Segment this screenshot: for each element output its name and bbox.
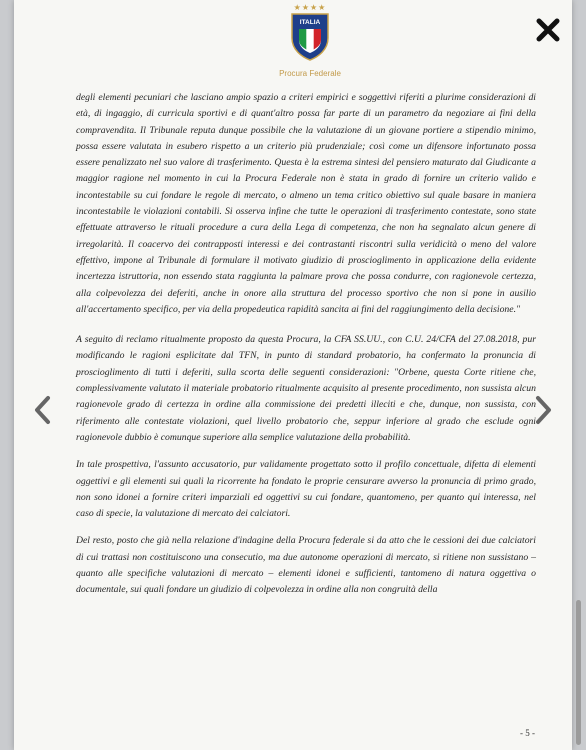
- document-body: [76, 90, 536, 610]
- paragraph-3: In tale prospettiva, l'assunto accusatorio, pur validamente progettato sotto il profilo concettuale, difetta di elementi oggettivi e gli elementi sui quali la ricorrente ha fondato le proprie censurare avverso la pronuncia di primo grado, non sono idonei a fornire criteri imparziali ed oggettivi su cui fondare, quantomeno, per quanto qui interessa, nel caso di specie, la valutazione di mercato dei calciatori.: [76, 459, 536, 520]
- chevron-left-icon: [28, 392, 58, 428]
- close-icon: [532, 14, 564, 46]
- crest-text: ITALIA: [299, 19, 321, 26]
- backdrop-left: [0, 0, 14, 750]
- italia-crest-icon: [290, 12, 330, 62]
- header-logo: [270, 4, 350, 78]
- close-button[interactable]: [532, 14, 564, 46]
- paragraph-1: degli elementi pecuniari che lasciano ampio spazio a criteri empirici e soggettivi riferiti a plurime considerazioni di età, di ingaggio, di curricula sportivi e di quant'altro possa far parte di un parametro da negoziare ai fini della compravendita. Il Tribunale reputa dunque possibile che la valutazione di un giovane portiere a stipendio minimo, possa essere valutata in esubero rispetto a un criterio più prudenziale; così come un difensore infortunato possa essere penalizzato nel suo valore di trasferimento. Questa è la estrema sintesi del pensiero maturato dal Giudicante a maggior ragione nel momento in cui la Procura Federale non è stata in grado di fornire un criterio valido e incontestabile su cui fondare le regole di mercato, o almeno un tema critico obiettivo sul quale basare in maniera incontestabile le violazioni contabili. Si osserva infine che tutte le operazioni di trasferimento contestate, sono state effettuate attraverso le rituali procedure a cura della Lega di competenza, che non ha segnalato alcun genere di irregolarità. Il coacervo dei contrapposti interessi e dei contrastanti riscontri sulla veridicità o meno del valore effettivo, impone al Tribunale di formulare il motivato giudizio di proscioglimento in applicazione della evidente incertezza istruttoria, non essendo stata raggiunta la palmare prova che possa condurre, con ragionevole certezza, alla colpevolezza dei deferiti, anche in onore alla struttura del processo sportivo che non si pone in ausilio all'accertamento specifico, per via della propedeutica rapidità sancita ai fini del raggiungimento della decisione.": [76, 92, 536, 315]
- paragraph-2: A seguito di reclamo ritualmente proposto da questa Procura, la CFA SS.UU., con C.U. 24/CFA del 27.08.2018, pur modificando le ragioni esplicitate dal TFN, in punto di standard probatorio, ha confermato la pronuncia di proscioglimento di tutti i deferiti, sulla scorta delle seguenti considerazioni: "Orbene, questa Corte ritiene che, complessivamente valutato il materiale probatorio ritualmente acquisito al presente procedimento, non sussista alcun ragionevole grado di certezza in ordine alla commissione dei predetti illeciti e che, dunque, non sussista, con riferimento alle contestate violazioni, quel livello probatorio che, seppur inferiore al grado che esclude ogni ragionevole dubbio è comunque superiore alla semplice valutazione della probabilità.: [76, 334, 536, 443]
- document-page: [14, 0, 572, 750]
- next-page-button[interactable]: [528, 392, 558, 428]
- crest-stars: ★★★★: [293, 3, 327, 12]
- scrollbar-thumb[interactable]: [576, 600, 581, 745]
- chevron-right-icon: [528, 392, 558, 428]
- previous-page-button[interactable]: [28, 392, 58, 428]
- header-caption: Procura Federale: [279, 69, 341, 78]
- page-number: - 5 -: [520, 728, 535, 738]
- paragraph-4: Del resto, posto che già nella relazione d'indagine della Procura federale si da atto che le cessioni dei due calciatori di cui trattasi non costituiscono una consecutio, ma due autonome operazioni di mercato, si ritiene non sussistano – quanto alle specifiche valutazioni di mercato – elementi idonei e sufficienti, tantomeno di natura oggettiva o documentale, sui quali fondare un giudizio di colpevolezza in ordine alla non congruità della: [76, 535, 536, 596]
